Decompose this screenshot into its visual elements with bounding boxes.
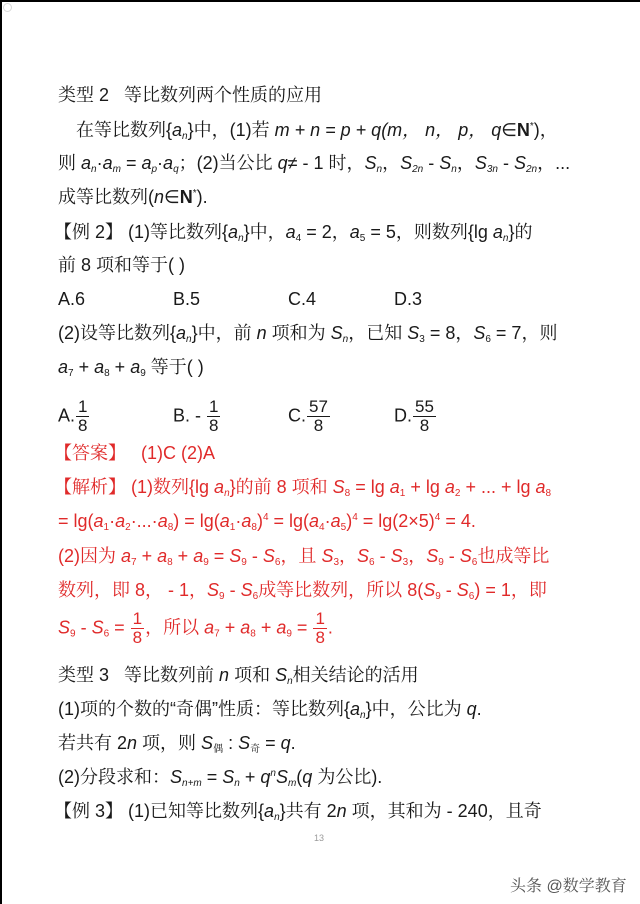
answer-line xyxy=(54,442,215,464)
answer-value: (1)C (2)A xyxy=(141,443,216,463)
analysis-line-4: 数列，即 8， - 1，$S_9 - S_6$成等比数列，所以 $8(S_9 - S_6) = 1$，即 xyxy=(58,580,547,602)
example2-question1-line1: 【例 2】 (1)等比数列$\{a_n\}$中，$a_4 = 2$，$a_5 = 5$，则数列{lg $a_n$}的 xyxy=(54,222,533,244)
answer-label: 【答案】 xyxy=(54,443,126,463)
option-d: D. $\frac{55}{8}$ xyxy=(394,397,434,435)
analysis-line-2: = $\lg(a_1\cdot a_2\cdot...\cdot a_8) = \lg(a_1\cdot a_8)^4 = \lg(a_4\cdot a_5)^4 = \lg(2\times 5)^4 = 4$. xyxy=(58,511,476,533)
type2-property-line-1: 在等比数列$\{a_n\}$中，(1)若 m + n = p + q(m， n， p， q∈N*)， xyxy=(76,120,558,142)
analysis-label: 【解析】 xyxy=(54,477,126,497)
example2-label: 【例 2】 xyxy=(54,222,124,242)
analysis-line-1: 【解析】 (1)数列{lg $a_n$}的前 8 项和 $S_8 = \lg a_1 + \lg a_2$ + ... + $\lg a_8$ xyxy=(54,477,552,499)
page-number: 13 xyxy=(314,833,325,843)
example3-label: 【例 3】 xyxy=(54,801,124,821)
type2-property-line-3: 成等比数列(n∈N*). xyxy=(58,187,208,207)
option-b: B. - $\frac{1}{8}$ xyxy=(173,397,219,435)
option-a: A. $\frac{1}{8}$ xyxy=(58,397,88,435)
example2-question2-line1: (2)设等比数列$\{a_n\}$中，前 n 项和为 $S_n$，已知 $S_3 = 8$，$S_6 = 7$，则 xyxy=(58,323,558,345)
type2-property-line-2: 则 $a_n\cdot a_m = a_p\cdot a_q$；(2)当公比 q≠ - 1 时，$S_n$，$S_{2n} - S_n$，$S_{3n} - S_{2n}$，... xyxy=(58,153,571,175)
corner-circle-icon xyxy=(3,3,12,12)
analysis-line-3: (2)因为 $a_7 + a_8 + a_9 = S_9 - S_6$，且 $S_3$，$S_6 - S_3$，$S_9 - S_6$也成等比 xyxy=(58,546,550,568)
option-c: C. $\frac{57}{8}$ xyxy=(288,397,328,435)
heading-title: 等比数列两个性质的应用 xyxy=(124,85,323,105)
watermark: 头条 @数学教育 xyxy=(510,878,627,895)
heading-label: 类型 2 xyxy=(58,85,110,105)
example2-question2-line2: $a_7 + a_8 + a_9$ 等于( ) xyxy=(58,357,204,379)
option-c: C.4 xyxy=(288,289,317,309)
section-heading-type3: 类型 3 等比数列前 n 项和 $S_n$相关结论的活用 xyxy=(58,665,419,687)
example2-question1-line2: 前 8 项和等于( ) xyxy=(58,255,186,275)
section-heading-type2 xyxy=(58,84,322,106)
example3-question1-line1: 【例 3】 (1)已知等比数列$\{a_n\}$共有 2n 项，其和为 - 240，且奇 xyxy=(54,801,542,823)
analysis-line-5: $S_9 - S_6$ = $\frac{1}{8}$ ，所以 $a_7 + a_8 + a_9$ = $\frac{1}{8}$ . xyxy=(58,609,333,647)
example2-question2-options xyxy=(0,392,640,435)
type3-property-2: (2)分段求和：$S_{n+m} = S_n + q^nS_m(q$ 为公比). xyxy=(58,767,383,789)
option-a: A.6 xyxy=(58,289,86,309)
type3-property-1: (1)项的个数的“奇偶”性质：等比数列$\{a_n\}$中，公比为 q. xyxy=(58,699,482,721)
option-d: D.3 xyxy=(394,289,423,309)
option-b: B.5 xyxy=(173,289,201,309)
type3-property-1-detail: 若共有 2n 项，则 $S_偶$ : $S_奇 = q$. xyxy=(58,733,296,755)
